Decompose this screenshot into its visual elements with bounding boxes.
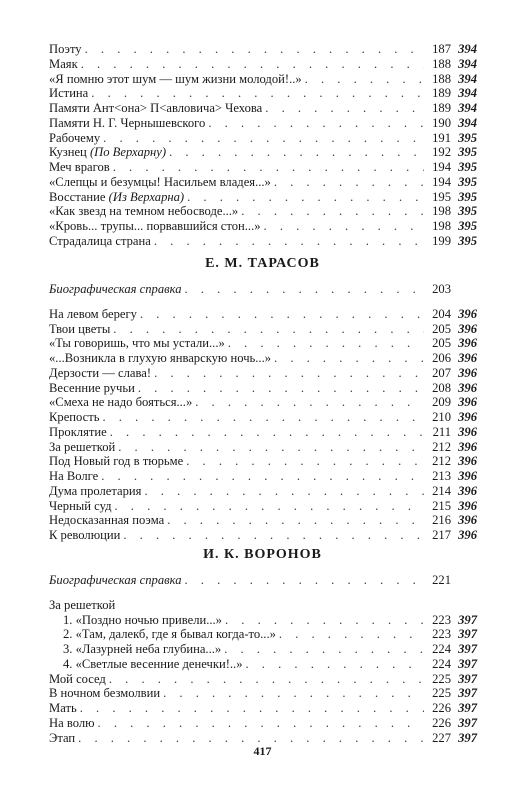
toc-row (49, 686, 477, 701)
page-number: 214 (432, 483, 451, 498)
leader-dots (195, 395, 424, 410)
leader-dots (110, 425, 424, 440)
toc-row (49, 701, 477, 716)
page-number: 204 (432, 306, 451, 321)
toc-section-3 (49, 573, 477, 745)
note-page-number: 395 (458, 219, 477, 233)
toc-title: Памяти Н. Г. Чернышевского (49, 115, 206, 130)
author-heading: Е. М. ТАРАСОВ (205, 256, 320, 271)
toc-row (49, 716, 477, 731)
page-number: 190 (432, 115, 451, 130)
toc-title: 3. «Лазурней неба глубина...» (63, 642, 222, 656)
toc-title: «Кровь... трупы... порвавшийся стон...» (49, 219, 261, 233)
page-number: 224 (432, 642, 451, 656)
toc-row (49, 366, 477, 381)
toc-row (49, 175, 477, 190)
note-page-number: 394 (458, 101, 477, 115)
note-page-number: 395 (458, 160, 477, 174)
toc-title: 1. «Поздно ночью привели...» (63, 612, 222, 627)
leader-dots (185, 573, 425, 588)
toc-row (49, 116, 477, 131)
note-page-number: 397 (458, 730, 477, 745)
page-number: 205 (432, 321, 451, 336)
leader-dots (185, 282, 425, 297)
page-number: 224 (432, 656, 451, 671)
toc-row (49, 336, 477, 351)
note-page-number: 396 (458, 469, 477, 483)
toc-title: «Смеха не надо бояться...» (49, 395, 193, 410)
toc-row (49, 672, 477, 687)
note-page-number: 396 (458, 395, 477, 410)
toc-row (49, 454, 477, 469)
toc-title: Дума пролетария (49, 483, 142, 498)
leader-dots (274, 175, 424, 190)
toc-row (49, 86, 477, 101)
page-number: 223 (432, 627, 451, 642)
page-number: 199 (432, 233, 451, 248)
bio-title: Биографическая справка (49, 573, 182, 587)
toc-title: Черный суд (49, 498, 112, 513)
toc-row (49, 234, 477, 249)
toc-title: Поэту (49, 42, 82, 56)
toc-row (49, 381, 477, 396)
page-number: 227 (432, 730, 451, 745)
note-page-number: 397 (458, 715, 477, 730)
toc-row (49, 425, 477, 440)
toc-title: Проклятие (49, 424, 107, 439)
toc-row (49, 657, 477, 672)
toc-title: Истина (49, 86, 89, 101)
note-page-number: 397 (458, 642, 477, 656)
note-page-number: 394 (458, 86, 477, 101)
page-number: 191 (432, 130, 451, 145)
leader-dots (144, 484, 424, 499)
note-page-number: 396 (458, 351, 477, 365)
toc-section-2 (49, 282, 477, 543)
leader-dots (91, 86, 424, 101)
toc-row (49, 528, 477, 543)
toc-title: Твои цветы (49, 321, 111, 336)
toc-subtitle: (Из Верхарна) (108, 189, 185, 204)
leader-dots (241, 204, 424, 219)
page-number: 221 (432, 573, 451, 587)
toc-row (49, 145, 477, 160)
toc-row (49, 627, 477, 642)
leader-dots (265, 101, 424, 116)
page-number: 217 (432, 528, 451, 542)
note-page-number: 396 (458, 306, 477, 321)
toc-row (49, 469, 477, 484)
note-page-number: 396 (458, 380, 477, 395)
note-page-number: 396 (458, 321, 477, 336)
bio-title: Биографическая справка (49, 282, 182, 296)
note-page-number: 396 (458, 513, 477, 528)
leader-dots (81, 57, 424, 72)
leader-dots (118, 440, 424, 455)
page-number: 206 (432, 351, 451, 365)
note-page-number: 397 (458, 612, 477, 627)
note-page-number: 395 (458, 130, 477, 145)
toc-group-label: За решеткой (49, 597, 116, 612)
leader-dots (140, 307, 424, 322)
page-number: 194 (432, 160, 451, 174)
leader-dots (113, 322, 424, 337)
note-page-number: 394 (458, 71, 477, 86)
note-page-number: 396 (458, 365, 477, 380)
page-number: 205 (432, 336, 451, 351)
page-number: 216 (432, 513, 451, 528)
leader-dots (225, 613, 424, 628)
leader-dots (228, 336, 424, 351)
page-number: 194 (432, 174, 451, 189)
page-number: 188 (432, 71, 451, 86)
toc-row (49, 613, 477, 628)
leader-dots (98, 716, 424, 731)
note-page-number: 396 (458, 528, 477, 542)
bio-row (49, 282, 477, 297)
toc-row (49, 131, 477, 146)
toc-title: 2. «Там, далекб, где я бывал когда-то...» (63, 627, 276, 642)
toc-row (49, 395, 477, 410)
page-number: 215 (432, 498, 451, 513)
toc-row (49, 42, 477, 57)
note-page-number: 396 (458, 336, 477, 351)
toc-row (49, 160, 477, 175)
toc-title: «Ты говоришь, что мы устали...» (49, 336, 225, 351)
page-folio: 417 (253, 744, 272, 758)
leader-dots (305, 72, 424, 87)
leader-dots (279, 627, 424, 642)
page-number: 189 (432, 86, 451, 101)
page-number: 195 (432, 189, 451, 204)
toc-title: Маяк (49, 56, 78, 71)
toc-title: На левом берегу (49, 306, 137, 321)
toc-title: «Как звезд на темном небосводе...» (49, 204, 239, 219)
leader-dots (186, 454, 424, 469)
note-page-number: 395 (458, 145, 477, 160)
leader-dots (163, 686, 424, 701)
toc-title: Крепость (49, 410, 100, 424)
toc-title: На волю (49, 715, 95, 730)
page-number: 225 (432, 686, 451, 701)
page-number: 192 (432, 145, 451, 160)
leader-dots (85, 42, 424, 57)
note-page-number: 395 (458, 174, 477, 189)
toc-title: Весенние ручьи (49, 380, 135, 395)
page-number: 212 (432, 454, 451, 469)
leader-dots (208, 116, 424, 131)
note-page-number: 397 (458, 701, 477, 715)
page-number: 198 (432, 219, 451, 233)
toc-title: Дерзости — слава! (49, 365, 152, 380)
toc-row (49, 410, 477, 425)
toc-title: Мать (49, 701, 77, 715)
leader-dots (224, 642, 424, 657)
page-number: 209 (432, 395, 451, 410)
toc-title: Меч врагов (49, 160, 110, 174)
page-number: 226 (432, 701, 451, 715)
leader-dots (101, 469, 424, 484)
toc-row (49, 219, 477, 234)
toc-title: Восстание (Из Верхарна) (49, 189, 185, 204)
toc-row (49, 642, 477, 657)
toc-title: К революции (49, 528, 121, 542)
note-page-number: 394 (458, 115, 477, 130)
leader-dots (246, 657, 425, 672)
note-page-number: 396 (458, 410, 477, 424)
toc-title: «...Возникла в глухую январскую ночь...» (49, 351, 272, 365)
page-number: 225 (432, 671, 451, 686)
toc-row (49, 57, 477, 72)
page-number: 207 (432, 365, 451, 380)
page-number: 210 (432, 410, 451, 424)
leader-dots (138, 381, 424, 396)
leader-dots (115, 499, 425, 514)
page-number: 211 (432, 424, 451, 439)
toc-row (49, 204, 477, 219)
page-number: 208 (432, 380, 451, 395)
note-page-number: 396 (458, 498, 477, 513)
toc-title: На Волге (49, 469, 99, 483)
leader-dots (274, 351, 424, 366)
leader-dots (102, 410, 424, 425)
leader-dots (80, 701, 424, 716)
note-page-number: 397 (458, 656, 477, 671)
bio-row (49, 573, 477, 588)
note-page-number: 395 (458, 233, 477, 248)
toc-section-1 (49, 42, 477, 249)
toc-row (49, 72, 477, 87)
toc-title: «Я помню этот шум — шум жизни молодой!..» (49, 71, 302, 86)
note-page-number: 397 (458, 686, 477, 701)
page-number: 213 (432, 469, 451, 483)
note-page-number: 394 (458, 56, 477, 71)
toc-row (49, 101, 477, 116)
toc-title: Под Новый год в тюрьме (49, 454, 184, 469)
page-number: 187 (432, 42, 451, 56)
note-page-number: 396 (458, 424, 477, 439)
note-page-number: 397 (458, 627, 477, 642)
leader-dots (109, 672, 424, 687)
toc-title: За решеткой (49, 439, 116, 454)
toc-row (49, 499, 477, 514)
toc-row (49, 190, 477, 205)
page-number: 212 (432, 439, 451, 454)
toc-title: Памяти Ант<она> П<авловича> Чехова (49, 101, 263, 115)
note-page-number: 395 (458, 189, 477, 204)
leader-dots (154, 366, 424, 381)
note-page-number: 397 (458, 671, 477, 686)
leader-dots (123, 528, 424, 543)
note-page-number: 396 (458, 483, 477, 498)
toc-row (49, 440, 477, 455)
toc-title: Страдалица страна (49, 233, 151, 248)
toc-title: Недосказанная поэма (49, 513, 165, 528)
toc-row (49, 484, 477, 499)
note-page-number: 396 (458, 439, 477, 454)
toc-row (49, 351, 477, 366)
leader-dots (103, 131, 424, 146)
toc-title: В ночном безмолвии (49, 686, 161, 701)
toc-row (49, 513, 477, 528)
toc-title: Рабочему (49, 130, 101, 145)
toc-subtitle: (По Верхарну) (89, 145, 167, 160)
leader-dots (169, 145, 424, 160)
page-number: 226 (432, 715, 451, 730)
note-page-number: 396 (458, 454, 477, 469)
leader-dots (113, 160, 424, 175)
note-page-number: 394 (458, 42, 477, 56)
leader-dots (167, 513, 424, 528)
leader-dots (187, 190, 424, 205)
note-page-number: 395 (458, 204, 477, 219)
toc-title: 4. «Светлые весенние денечки!..» (63, 656, 243, 671)
page-number: 223 (432, 612, 451, 627)
toc-row (49, 307, 477, 322)
leader-dots (154, 234, 424, 249)
toc-title: «Слепцы и безумцы! Насильем владея...» (49, 174, 271, 189)
page-number: 188 (432, 56, 451, 71)
page-number: 203 (432, 282, 451, 296)
leader-dots (264, 219, 424, 234)
author-heading: И. К. ВОРОНОВ (203, 547, 322, 562)
page-number: 189 (432, 101, 451, 115)
toc-title: Этап (49, 730, 76, 745)
page-number: 198 (432, 204, 451, 219)
toc-title: Кузнец (По Верхарну) (49, 145, 167, 160)
toc-title: Мой сосед (49, 671, 106, 686)
toc-row (49, 322, 477, 337)
